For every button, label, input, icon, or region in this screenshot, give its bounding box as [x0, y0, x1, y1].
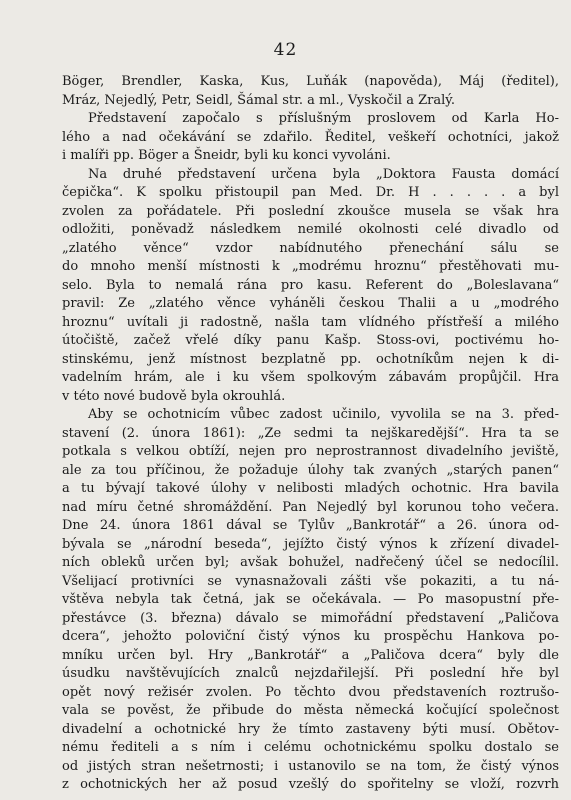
- text-line: zvolen za pořádatele. Při poslední zkoušce musela se však hra: [62, 203, 559, 219]
- text-line: do mnoho menší místnosti k „modrému hroznu“ přestěhovati mu-: [62, 259, 559, 274]
- text-line: vala se pověst, že přibude do města německá kočující společnost: [62, 703, 559, 718]
- text-line: hroznu“ uvítali ji radostně, našla tam vlídného přístřeší a milého: [62, 314, 559, 330]
- text-line: Aby se ochotnicím vůbec zadost učinilo, vyvolila se na 3. před-: [88, 407, 559, 422]
- text-line: Dne 24. února 1861 dával se Tylův „Bankrotář“ a 26. února od-: [62, 518, 559, 533]
- text-line: Všelijací protivníci se vynasnažovali zášti vše pokaziti, a tu ná-: [62, 573, 559, 589]
- text-line: Představení započalo s příslušným proslovem od Karla Ho-: [88, 111, 559, 126]
- text-line: bývala se „národní beseda“, jejížto čistý výnos k zřízení divadel-: [62, 536, 559, 552]
- text-line: potkala s velkou obtíží, nejen pro neprostrannost divadelního jeviště,: [62, 444, 559, 459]
- text-line: pravil: Ze „zlatého věnce vyháněli českou Thalii a u „modrého: [62, 296, 559, 311]
- text-line: úsudku navštěvujících znalců nejzdařilejší. Při poslední hře byl: [62, 666, 559, 681]
- text-line: dcera“, jehožto poloviční čistý výnos ku prospěchu Hankova po-: [62, 629, 559, 644]
- text-line: odložiti, poněvadž následkem nemilé okolnosti celé divadlo od: [62, 222, 559, 237]
- text-line: a tu bývají takové úlohy v nelibosti mladých ochotnic. Hra bavila: [62, 481, 559, 496]
- body-text: [62, 73, 559, 795]
- text-line: mníku určen byl. Hry „Bankrotář“ a „Paličova dcera“ byly dle: [62, 647, 559, 663]
- text-line: ních obleků určen byl; avšak bohužel, nadřečený účel se nedocílil.: [62, 555, 559, 570]
- text-line: vštěva nebyla tak četná, jak se očekávala. — Po masopustní pře-: [62, 592, 559, 607]
- text-line: lého a nad očekávání se zdařilo. Ředitel, veškeří ochotníci, jakož: [62, 129, 559, 145]
- text-line: selo. Byla to nemalá rána pro kasu. Referent do „Boleslavana“: [62, 277, 559, 293]
- text-line: opět nový režisér zvolen. Po těchto dvou představeních roztrušo-: [62, 684, 559, 700]
- text-line: v této nové budově byla okrouhlá.: [62, 388, 286, 404]
- text-line: i malíři pp. Böger a Šneidr, byli ku konci vyvoláni.: [62, 148, 391, 163]
- text-line: divadelní a ochotnické hry že tímto zastaveny býti musí. Obětov-: [62, 721, 559, 737]
- text-line: stavení (2. února 1861): „Ze sedmi ta nejškaredější“. Hra ta se: [62, 425, 559, 441]
- text-line: Böger, Brendler, Kaska, Kus, Luňák (napověda), Máj (ředitel),: [62, 74, 559, 89]
- text-line: vadelním hrám, ale i ku všem spolkovým zábavám propůjčil. Hra: [62, 370, 559, 385]
- text-line: z ochotnických her až posud vzešlý do spořitelny se vloží, rozvrh: [62, 777, 559, 792]
- text-line: Mráz, Nejedlý, Petr, Seidl, Šámal str. a ml., Vyskočil a Zralý.: [62, 92, 456, 108]
- text-line: útočiště, začež vřelé díky panu Kašp. Stoss-ovi, poctivému ho-: [62, 333, 559, 348]
- text-line: stinskému, jenž místnost bezplatně pp. ochotníkům nejen k di-: [62, 351, 559, 367]
- text-line: Na druhé představení určena byla „Doktora Fausta domácí: [88, 166, 559, 182]
- text-line: ale za tou příčinou, že požaduje úlohy tak zvaných „starých panen“: [62, 462, 559, 478]
- text-line: „zlatého věnce“ vzdor nabídnutého přenechání sálu se: [62, 240, 559, 256]
- text-line: čepička“. K spolku přistoupil pan Med. Dr. H . . . . . a byl: [62, 185, 559, 200]
- text-line: nému řediteli a s ním i celému ochotnickému spolku dostalo se: [62, 740, 559, 755]
- text-line: nad míru četné shromáždění. Pan Nejedlý byl korunou toho večera.: [62, 499, 559, 515]
- text-line: přestávce (3. března) dávalo se mimořádní představení „Paličova: [62, 610, 559, 626]
- text-line: od jistých stran nešetrnosti; i ustanovilo se na tom, že čistý výnos: [62, 758, 559, 774]
- page-number: 42: [273, 40, 298, 60]
